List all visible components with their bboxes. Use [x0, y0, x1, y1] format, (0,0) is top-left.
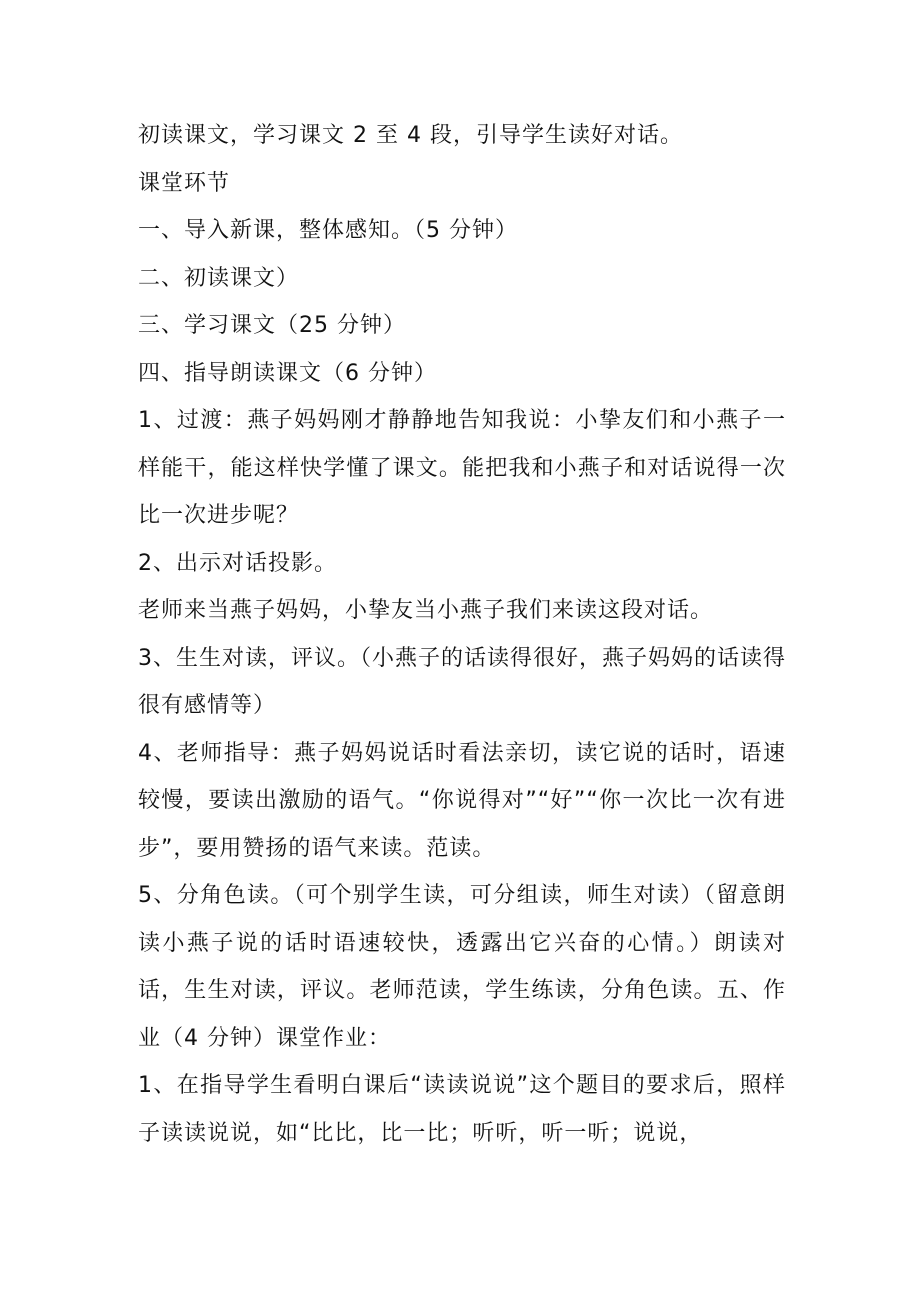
paragraph-role-reading: 老师来当燕子妈妈，小挚友当小燕子我们来读这段对话。 — [138, 598, 714, 623]
paragraph-item-4-teacher-guidance: 4、老师指导：燕子妈妈说话时看法亲切，读它说的话时，语速较慢，要读出激励的语气。“你说得对”“好”“你一次比一次有进步”，要用赞扬的语气来读。范读。 — [138, 740, 786, 861]
paragraph-step-4: 四、指导朗读课文（6 分钟） — [138, 360, 437, 386]
paragraph-step-2: 二、初读课文） — [138, 265, 300, 291]
paragraph-item-5-role-play: 5、分角色读。（可个别学生读，可分组读，师生对读）（留意朗读小燕子说的话时语速较快，透露出它兴奋的心情。）朗读对话，生生对读，评议。老师范读，学生练读，分角色读。五、作业（4 分钟）课堂作业： — [138, 883, 786, 1051]
paragraph-section-heading: 课堂环节 — [138, 170, 231, 196]
paragraph-item-2-projection: 2、出示对话投影。 — [138, 550, 337, 576]
paragraph-item-3-peer-reading: 3、生生对读，评议。（小燕子的话读得很好，燕子妈妈的话读得很有感情等） — [138, 645, 786, 718]
document-body — [138, 112, 786, 1157]
paragraph-item-1-transition: 1、过渡：燕子妈妈刚才静静地告知我说：小挚友们和小燕子一样能干，能这样快学懂了课文。能把我和小燕子和对话说得一次比一次进步呢？ — [138, 408, 786, 528]
paragraph-step-3: 三、学习课文（25 分钟） — [138, 313, 406, 338]
paragraph-objective: 初读课文，学习课文 2 至 4 段，引导学生读好对话。 — [138, 123, 683, 148]
paragraph-homework-item-1: 1、在指导学生看明白课后“读读说说”这个题目的要求后，照样子读读说说，如“比比，比一比；听听，听一听；说说， — [138, 1073, 786, 1146]
paragraph-step-1: 一、导入新课，整体感知。（5 分钟） — [138, 218, 518, 243]
